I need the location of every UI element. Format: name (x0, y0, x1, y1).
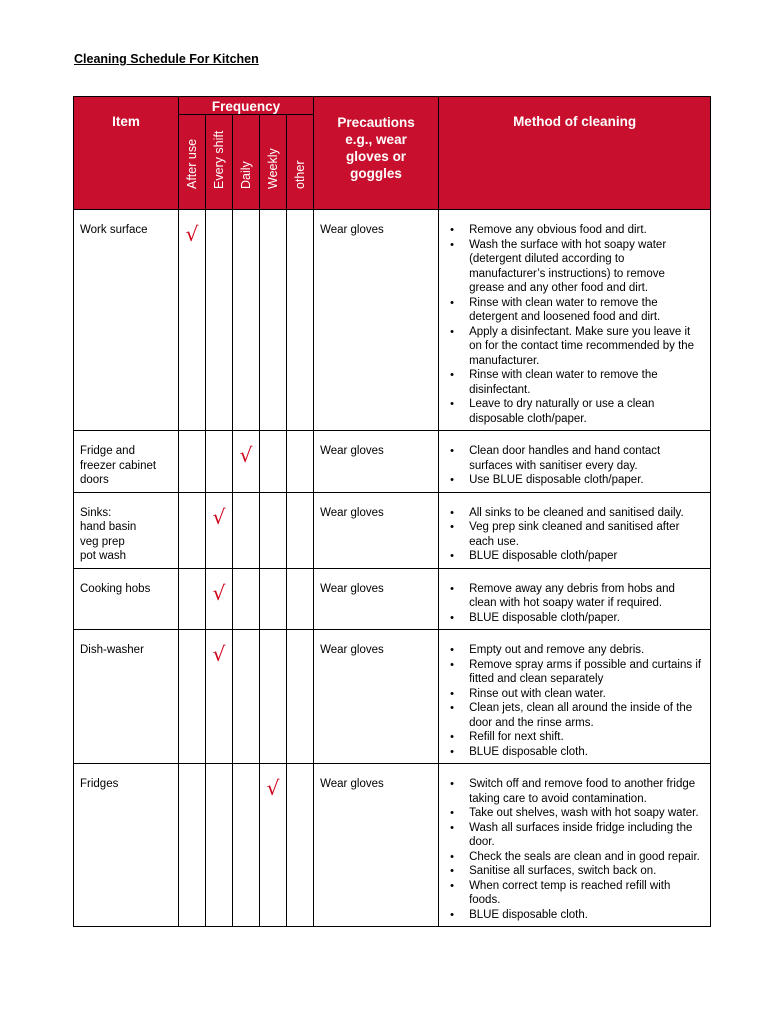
precaution-cell: Wear gloves (314, 764, 439, 927)
method-step: • Clean door handles and hand contact surfaces with sanitiser every day. (447, 444, 702, 473)
cleaning-schedule-table (73, 96, 711, 927)
frequency-cell (206, 764, 233, 927)
frequency-cell (233, 492, 260, 568)
freq-label: other (293, 160, 308, 189)
method-step: • Rinse with clean water to remove the disinfectant. (447, 368, 702, 397)
method-steps-list (447, 506, 702, 564)
frequency-cell (179, 492, 206, 568)
method-step: • Veg prep sink cleaned and sanitised after each use. (447, 520, 702, 549)
method-step: • Remove away any debris from hobs and clean with hot soapy water if required. (447, 582, 702, 611)
method-step: • Wash the surface with hot soapy water (detergent diluted according to manufacturer’s instructions) to remove grease and any other food and dirt. (447, 238, 702, 296)
frequency-cell (179, 764, 206, 927)
frequency-cell (179, 630, 206, 764)
method-step: • BLUE disposable cloth. (447, 908, 702, 923)
frequency-cell (287, 568, 314, 630)
header-precautions (314, 97, 439, 210)
header-method: Method of cleaning (439, 97, 711, 210)
frequency-cell (233, 431, 260, 493)
frequency-cell (233, 630, 260, 764)
frequency-cell (206, 568, 233, 630)
freq-label: After use (185, 138, 199, 189)
check-mark: √ (239, 443, 253, 467)
item-line: Cooking hobs (80, 582, 151, 595)
method-step: • Empty out and remove any debris. (447, 643, 702, 658)
frequency-cell (260, 492, 287, 568)
check-mark: √ (212, 642, 226, 666)
item-line: Sinks: (80, 506, 112, 519)
item-cell (74, 630, 179, 764)
item-line: pot wash (80, 550, 127, 562)
method-steps-list (447, 777, 702, 922)
method-step: • Sanitise all surfaces, switch back on. (447, 864, 702, 879)
method-cell (439, 431, 711, 493)
frequency-cell (260, 431, 287, 493)
method-step: • Remove any obvious food and dirt. (447, 223, 702, 238)
method-step: • BLUE disposable cloth. (447, 745, 702, 760)
check-mark: √ (266, 776, 280, 800)
frequency-cell (179, 568, 206, 630)
frequency-cell (287, 431, 314, 493)
method-step: • Use BLUE disposable cloth/paper. (447, 473, 702, 488)
header-freq-every-shift (206, 115, 233, 210)
method-step: • Remove spray arms if possible and curtains if fitted and clean separately (447, 658, 702, 687)
item-cell (74, 568, 179, 630)
check-mark: √ (212, 580, 226, 605)
frequency-cell (260, 764, 287, 927)
method-step: • Switch off and remove food to another fridge taking care to avoid contamination. (447, 777, 702, 806)
check-mark: √ (185, 222, 199, 246)
document-title: Cleaning Schedule For Kitchen (74, 52, 259, 66)
table-header (74, 97, 711, 210)
method-cell (439, 492, 711, 568)
table-row (74, 568, 711, 630)
frequency-cell (206, 630, 233, 764)
method-step: • Rinse out with clean water. (447, 687, 702, 702)
table-row (74, 210, 711, 431)
frequency-cell (287, 630, 314, 764)
header-frequency: Frequency (179, 97, 314, 115)
precaution-cell: Wear gloves (314, 492, 439, 568)
header-precautions-text: Precautions e.g., wear gloves or goggles (337, 115, 415, 181)
method-cell (439, 764, 711, 927)
table-row (74, 492, 711, 568)
table-row (74, 630, 711, 764)
frequency-cell (287, 210, 314, 431)
item-line: veg prep (80, 535, 125, 548)
precaution-cell: Wear gloves (314, 568, 439, 630)
method-step: • BLUE disposable cloth/paper. (447, 611, 702, 626)
item-line: Work surface (80, 224, 148, 236)
method-cell (439, 210, 711, 431)
freq-label: Daily (239, 161, 253, 189)
method-step: • Clean jets, clean all around the inside of the door and the rinse arms. (447, 701, 702, 730)
frequency-cell (179, 210, 206, 431)
frequency-cell (206, 210, 233, 431)
header-item: Item (74, 97, 179, 210)
frequency-cell (260, 210, 287, 431)
method-step: • Refill for next shift. (447, 730, 702, 745)
table-row (74, 431, 711, 493)
check-mark: √ (212, 504, 226, 529)
table-body (74, 210, 711, 927)
item-line: hand basin (80, 521, 137, 533)
method-step: • Check the seals are clean and in good repair. (447, 850, 702, 865)
frequency-cell (287, 764, 314, 927)
frequency-cell (233, 210, 260, 431)
method-steps-list (447, 643, 702, 759)
item-line: Dish-washer (80, 644, 144, 656)
item-cell (74, 764, 179, 927)
frequency-cell (233, 764, 260, 927)
frequency-cell (287, 492, 314, 568)
method-step: • Wash all surfaces inside fridge including the door. (447, 821, 702, 850)
method-steps-list (447, 223, 702, 426)
item-line: Fridge and freezer cabinet doors (80, 445, 157, 486)
frequency-cell (260, 630, 287, 764)
frequency-cell (260, 568, 287, 630)
method-step: • Take out shelves, wash with hot soapy water. (447, 806, 702, 821)
method-cell (439, 568, 711, 630)
header-freq-other (287, 115, 314, 210)
method-step: • Apply a disinfectant. Make sure you leave it on for the contact time recommended by the manufacturer. (447, 325, 702, 369)
item-cell (74, 431, 179, 493)
method-steps-list (447, 582, 702, 626)
header-freq-after-use (179, 115, 206, 210)
item-cell (74, 492, 179, 568)
freq-label: Weekly (266, 148, 280, 189)
item-cell (74, 210, 179, 431)
header-freq-daily (233, 115, 260, 210)
freq-label: Every shift (212, 130, 226, 189)
table-row (74, 764, 711, 927)
method-step: • Rinse with clean water to remove the detergent and loosened food and dirt. (447, 296, 702, 325)
precaution-cell: Wear gloves (314, 210, 439, 431)
item-line: Fridges (80, 778, 119, 790)
frequency-cell (206, 492, 233, 568)
precaution-cell: Wear gloves (314, 630, 439, 764)
header-freq-weekly (260, 115, 287, 210)
method-step: • All sinks to be cleaned and sanitised daily. (447, 506, 702, 521)
method-step: • When correct temp is reached refill with foods. (447, 879, 702, 908)
precaution-cell: Wear gloves (314, 431, 439, 493)
frequency-cell (179, 431, 206, 493)
method-step: • Leave to dry naturally or use a clean disposable cloth/paper. (447, 397, 702, 426)
method-cell (439, 630, 711, 764)
method-step: • BLUE disposable cloth/paper (447, 549, 702, 564)
frequency-cell (233, 568, 260, 630)
method-steps-list (447, 444, 702, 488)
frequency-cell (206, 431, 233, 493)
